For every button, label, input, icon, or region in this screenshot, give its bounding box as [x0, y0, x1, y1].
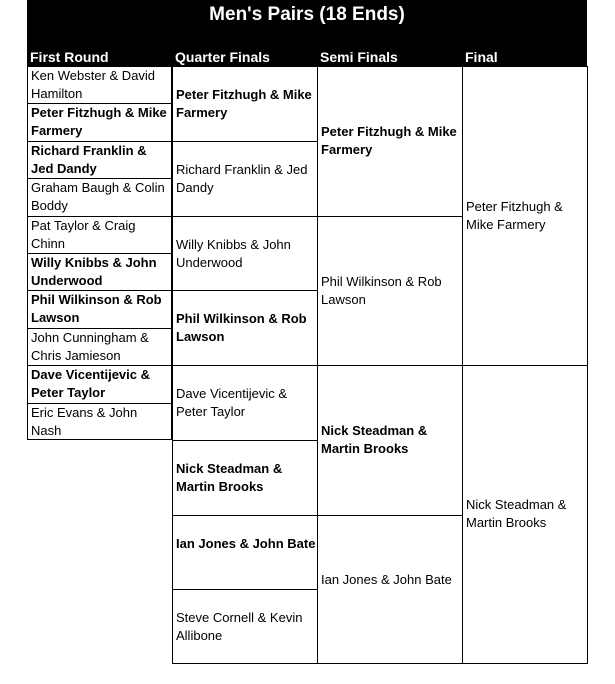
entry-name: Peter Fitzhugh & Mike Farmery	[176, 87, 312, 120]
entry-name: Richard Franklin & Jed Dandy	[31, 143, 147, 176]
first-round-entry	[27, 216, 172, 254]
quarter-final-entry	[172, 440, 318, 516]
quarter-final-entry	[172, 66, 318, 142]
quarter-final-entry	[172, 365, 318, 441]
quarter-final-entry	[172, 290, 318, 366]
first-round-entry	[27, 403, 172, 440]
entry-name: Richard Franklin & Jed Dandy	[176, 162, 308, 195]
first-round-entry	[27, 253, 172, 291]
entry-name: Dave Vicentijevic & Peter Taylor	[31, 367, 150, 400]
quarter-final-entry	[172, 515, 318, 590]
first-round-entry	[27, 365, 172, 404]
semi-final-entry	[317, 365, 463, 516]
entry-name: Graham Baugh & Colin Boddy	[31, 180, 165, 213]
first-round-entry	[27, 141, 172, 179]
semi-final-entry	[317, 66, 463, 217]
entry-name: Phil Wilkinson & Rob Lawson	[176, 311, 307, 344]
header-final: Final	[462, 35, 587, 66]
first-round-entry	[27, 328, 172, 366]
first-round-entry	[27, 290, 172, 329]
entry-name: Willy Knibbs & John Underwood	[31, 255, 157, 288]
final-entry	[462, 365, 588, 664]
entry-name: Ken Webster & David Hamilton	[31, 68, 156, 101]
entry-name: Nick Steadman & Martin Brooks	[466, 497, 567, 530]
entry-name: Peter Fitzhugh & Mike Farmery	[31, 105, 167, 138]
entry-name: Ian Jones & John Bate	[321, 572, 452, 587]
entry-name: Willy Knibbs & John Underwood	[176, 237, 291, 270]
semi-final-entry	[317, 216, 463, 366]
entry-name: Steve Cornell & Kevin Allibone	[176, 610, 303, 643]
entry-name: Ian Jones & John Bate	[176, 536, 316, 551]
semi-final-entry	[317, 515, 463, 664]
entry-name: Phil Wilkinson & Rob Lawson	[321, 274, 442, 307]
header-semi-finals: Semi Finals	[317, 35, 462, 66]
entry-name: Peter Fitzhugh & Mike Farmery	[466, 199, 563, 232]
header-quarter-finals: Quarter Finals	[172, 35, 317, 66]
entry-name: Dave Vicentijevic & Peter Taylor	[176, 386, 288, 419]
entry-name: John Cunningham & Chris Jamieson	[31, 330, 149, 363]
entry-name: Nick Steadman & Martin Brooks	[321, 423, 428, 456]
quarter-final-entry	[172, 141, 318, 217]
final-entry	[462, 66, 588, 366]
entry-name: Phil Wilkinson & Rob Lawson	[31, 292, 162, 325]
entry-name: Eric Evans & John Nash	[31, 405, 138, 438]
first-round-entry	[27, 178, 172, 217]
entry-name: Nick Steadman & Martin Brooks	[176, 461, 283, 494]
entry-name: Peter Fitzhugh & Mike Farmery	[321, 124, 457, 157]
bracket-title: Men's Pairs (18 Ends)	[27, 0, 587, 35]
entry-name: Pat Taylor & Craig Chinn	[31, 218, 136, 251]
quarter-final-entry	[172, 589, 318, 664]
header-first-round: First Round	[27, 35, 172, 66]
first-round-entry	[27, 103, 172, 142]
quarter-final-entry	[172, 216, 318, 291]
first-round-entry	[27, 66, 172, 104]
